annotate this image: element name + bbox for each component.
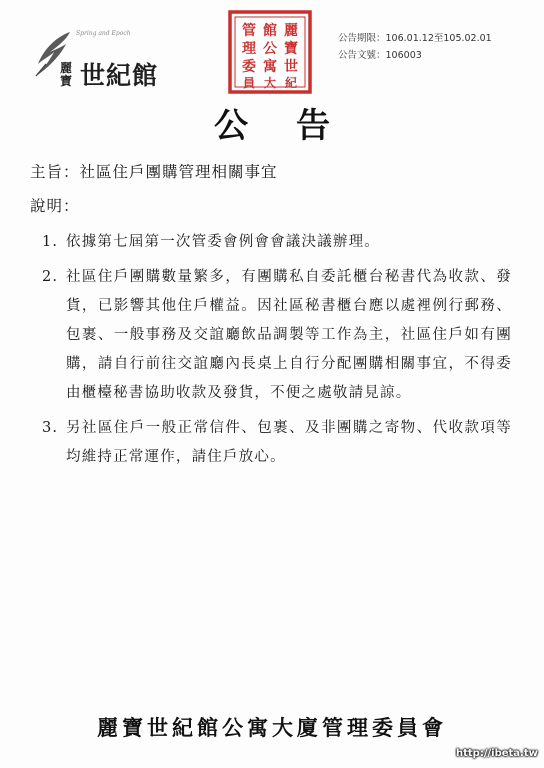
svg-text:寶: 寶	[284, 41, 298, 57]
source-watermark: http://ibeta.tw	[456, 748, 538, 759]
period-value: 106.01.12至105.02.01	[385, 33, 492, 44]
period-row	[338, 30, 492, 47]
svg-text:館: 館	[263, 23, 277, 39]
doc-number-row	[338, 47, 492, 64]
subject-label: 主旨：	[30, 163, 80, 181]
logo-title: 世紀館	[80, 61, 159, 90]
logo-script-text: Spring and Epoch	[76, 30, 131, 37]
svg-text:世: 世	[284, 59, 298, 75]
svg-text:寓: 寓	[263, 59, 277, 75]
svg-text:管: 管	[242, 23, 256, 39]
item-text: 社區住戶團購數量繁多，有團購私自委託櫃台秘書代為收款、發貨，已影響其他住戶權益。因社區秘書櫃台應以處裡例行郵務、包裹、一般事務及交誼廳飲品調製等工作為主，社區住戶如有團購，請自行前往交誼廳內長桌上自行分配團購相關事宜，不得委由櫃檯秘書協助收款及發貨，不便之處敬請見諒。	[66, 269, 512, 401]
svg-text:委: 委	[242, 59, 256, 75]
page-title: 公告	[214, 106, 378, 146]
doc-number-value: 106003	[385, 50, 422, 61]
item-number: 2.	[42, 269, 59, 285]
list-item	[42, 414, 512, 472]
explanation-label: 說明：	[30, 197, 80, 215]
item-text: 另社區住戶一般正常信件、包裹、及非團購之寄物、代收款項等均維持正常運作，請住戶放心。	[66, 420, 512, 465]
official-seal	[228, 10, 312, 94]
item-number: 1.	[42, 234, 59, 250]
item-number: 3.	[42, 420, 59, 436]
explanation-list	[42, 228, 512, 478]
notice-meta	[338, 30, 492, 64]
item-text: 依據第七屆第一次管委會例會會議決議辦理。	[66, 234, 380, 250]
period-label: 公告期限：	[338, 33, 386, 44]
logo-small-text: 麗寶	[60, 61, 73, 88]
brand-logo	[30, 22, 180, 92]
list-item	[42, 263, 512, 408]
list-item	[42, 228, 512, 257]
svg-text:員: 員	[242, 76, 256, 90]
svg-text:理: 理	[242, 41, 256, 57]
subject-line	[30, 160, 278, 182]
svg-text:麗: 麗	[284, 23, 298, 39]
issuer-signature: 麗寶世紀館公寓大廈管理委員會	[97, 715, 447, 740]
subject-text: 社區住戶團購管理相關事宜	[79, 163, 278, 181]
svg-text:大: 大	[263, 76, 277, 90]
svg-text:紀: 紀	[284, 76, 298, 90]
svg-text:公: 公	[263, 41, 277, 57]
doc-number-label: 公告文號：	[338, 50, 386, 61]
